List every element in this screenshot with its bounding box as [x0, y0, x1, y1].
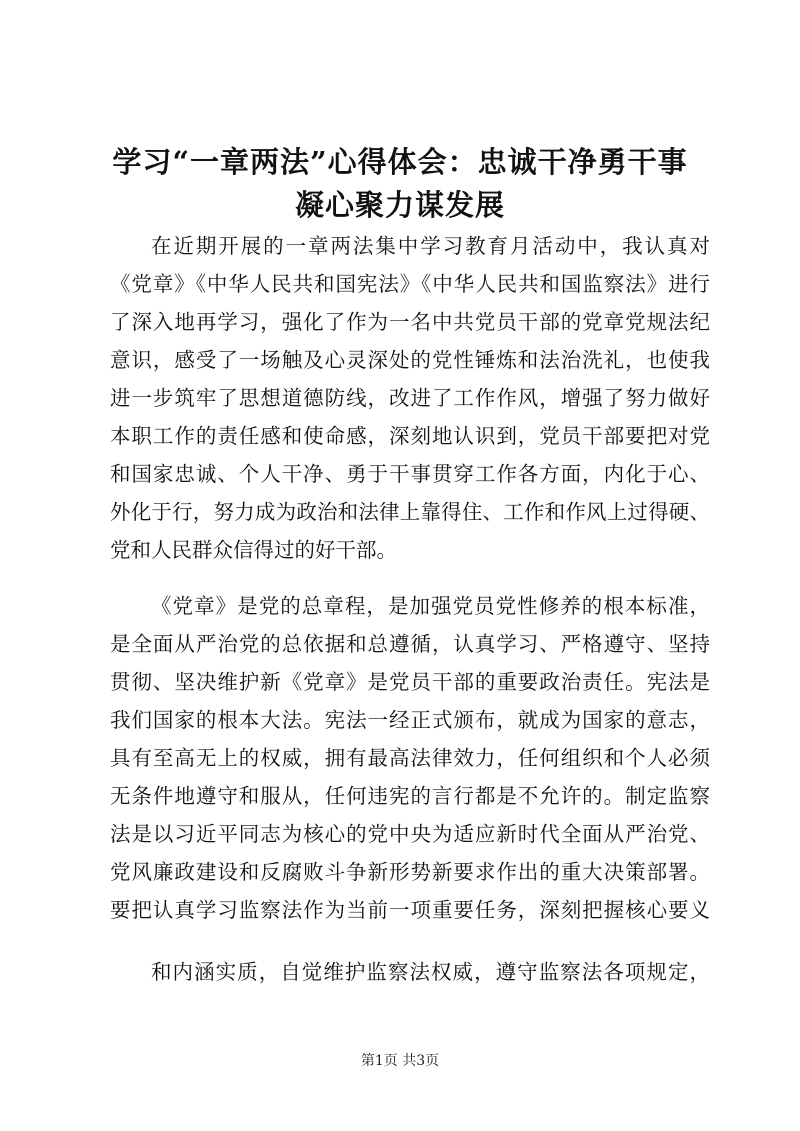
paragraph-1-line: 外化于行，努力成为政治和法律上靠得住、工作和作风上过得硬、: [110, 500, 710, 524]
paragraph-1-line: 《党章》《中华人民共和国宪法》《中华人民共和国监察法》进行: [110, 272, 710, 296]
paragraph-2-line: 贯彻、坚决维护新《党章》是党员干部的重要政治责任。宪法是: [110, 670, 710, 694]
paragraph-2-line: 《党章》是党的总章程，是加强党员党性修养的根本标准，: [151, 594, 710, 618]
page-footer: 第1页 共3页: [360, 1053, 440, 1069]
paragraph-2-line: 无条件地遵守和服从，任何违宪的言行都是不允许的。制定监察: [110, 784, 710, 808]
paragraph-2-line: 要把认真学习监察法作为当前一项重要任务，深刻把握核心要义: [110, 898, 710, 922]
paragraph-2-line: 是全面从严治党的总依据和总遵循，认真学习、严格遵守、坚持: [110, 632, 710, 656]
paragraph-3-line: 和内涵实质，自觉维护监察法权威，遵守监察法各项规定，: [151, 960, 710, 984]
paragraph-1-line: 党和人民群众信得过的好干部。: [110, 538, 397, 562]
paragraph-1-line: 本职工作的责任感和使命感，深刻地认识到，党员干部要把对党: [110, 424, 710, 448]
paragraph-1-line: 进一步筑牢了思想道德防线，改进了工作作风，增强了努力做好: [110, 386, 710, 410]
paragraph-1-line: 意识，感受了一场触及心灵深处的党性锤炼和法治洗礼，也使我: [110, 348, 710, 372]
document-title-line-2: 凝心聚力谋发展: [294, 188, 505, 222]
paragraph-1-line: 了深入地再学习，强化了作为一名中共党员干部的党章党规法纪: [110, 310, 710, 334]
paragraph-2-line: 具有至高无上的权威，拥有最高法律效力，任何组织和个人必须: [110, 746, 710, 770]
document-title-line-1: 学习“一章两法”心得体会：忠诚干净勇干事: [112, 145, 688, 179]
paragraph-1-line: 和国家忠诚、个人干净、勇于干事贯穿工作各方面，内化于心、: [110, 462, 710, 486]
paragraph-2-line: 法是以习近平同志为核心的党中央为适应新时代全面从严治党、: [110, 822, 710, 846]
paragraph-1-line: 在近期开展的一章两法集中学习教育月活动中，我认真对: [151, 234, 710, 258]
paragraph-2-line: 我们国家的根本大法。宪法一经正式颁布，就成为国家的意志，: [110, 708, 710, 732]
paragraph-2-line: 党风廉政建设和反腐败斗争新形势新要求作出的重大决策部署。: [110, 860, 710, 884]
